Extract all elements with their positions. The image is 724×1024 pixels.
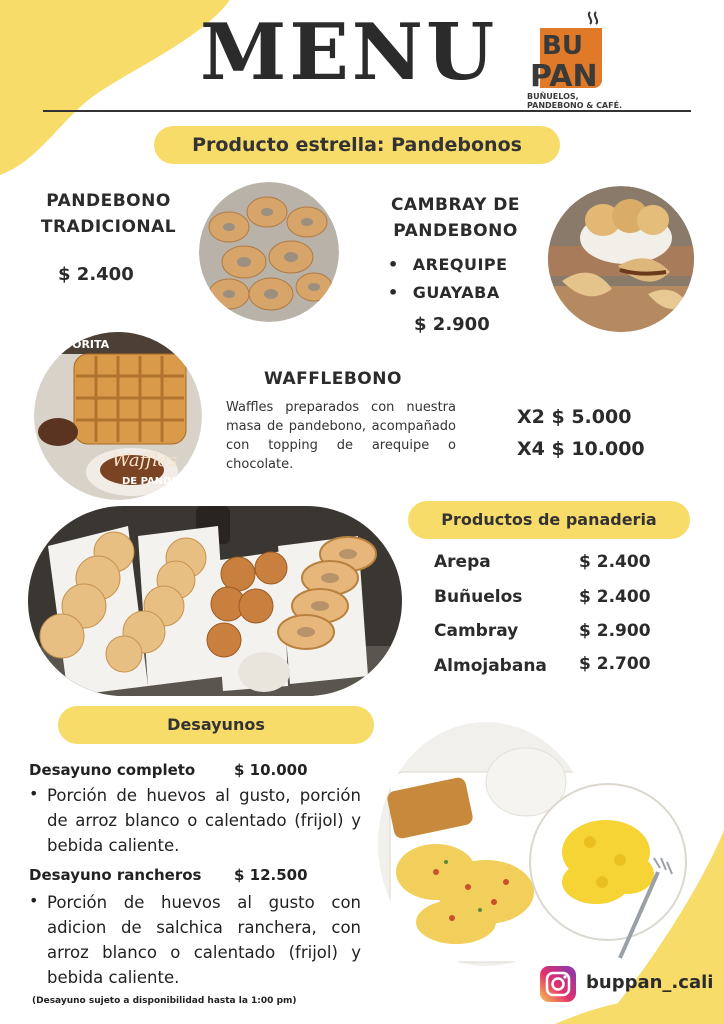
bakery-item-arepa-name: Arepa bbox=[434, 552, 491, 572]
cambray-option-arequipe: • AREQUIPE bbox=[388, 251, 508, 279]
bakery-products-photo bbox=[28, 506, 402, 696]
cambray-options bbox=[388, 251, 508, 307]
cambray-name-line2: PANDEBONO bbox=[393, 221, 518, 241]
wafflebono-price-x2: X2 $ 5.000 bbox=[517, 406, 632, 428]
breakfast-completo-name: Desayuno completo bbox=[29, 761, 196, 779]
breakfast-completo-price: $ 10.000 bbox=[234, 761, 308, 779]
pandebono-name bbox=[36, 188, 181, 240]
wafflebono-photo-text-bottom: DE PANDE bbox=[122, 476, 179, 487]
pandebono-photo bbox=[199, 182, 339, 322]
pandebono-name-line2: TRADICIONAL bbox=[40, 217, 177, 237]
bakery-item-almojabana-price: $ 2.700 bbox=[579, 654, 651, 674]
cambray-photo bbox=[548, 186, 694, 332]
breakfast-rancheros-description: Porción de huevos al gusto con adicion de salchica ranchera, con arroz blanco o calentado (frijol) y bebida caliente. bbox=[47, 893, 361, 987]
breakfast-availability-note: (Desayuno sujeto a disponibilidad hasta la 1:00 pm) bbox=[32, 996, 297, 1006]
bakery-item-cambray-price: $ 2.900 bbox=[579, 621, 651, 641]
breakfast-rancheros-name: Desayuno rancheros bbox=[29, 866, 202, 884]
wafflebono-name: WAFFLEBONO bbox=[264, 369, 402, 389]
cambray-option-guayaba: • GUAYABA bbox=[388, 279, 508, 307]
bakery-item-bunuelos-name: Buñuelos bbox=[434, 587, 523, 607]
instagram-icon[interactable] bbox=[540, 966, 576, 1002]
logo-mark-bottom: PAN bbox=[530, 59, 598, 94]
wafflebono-photo bbox=[34, 332, 202, 500]
breakfast-photo bbox=[376, 722, 690, 972]
cambray-price: $ 2.900 bbox=[414, 314, 490, 335]
breakfast-section-banner: Desayunos bbox=[58, 706, 374, 744]
logo-tagline bbox=[527, 92, 637, 110]
header-divider bbox=[43, 110, 691, 112]
bakery-item-arepa-price: $ 2.400 bbox=[579, 552, 651, 572]
bakery-item-bunuelos-price: $ 2.400 bbox=[579, 587, 651, 607]
breakfast-completo-description: Porción de huevos al gusto, porción de arroz blanco o calentado (frijol) y bebida caliente. bbox=[47, 786, 361, 855]
wafflebono-photo-text-top: AVORITA bbox=[56, 338, 110, 351]
bakery-item-cambray-name: Cambray bbox=[434, 621, 519, 641]
logo-tagline-line2: PANDEBONO & CAFÉ. bbox=[527, 101, 623, 110]
cambray-name bbox=[383, 192, 528, 244]
instagram-handle[interactable]: buppan_.cali bbox=[586, 972, 714, 993]
star-product-banner: Producto estrella: Pandebonos bbox=[154, 126, 560, 164]
breakfast-rancheros-price: $ 12.500 bbox=[234, 866, 308, 884]
bakery-item-almojabana-name: Almojabana bbox=[434, 656, 547, 676]
wafflebono-description: Waffles preparados con nuestra masa de pandebono, acompañado con topping de arequipe o chocolate. bbox=[226, 400, 456, 472]
page-title: MENU bbox=[200, 7, 498, 98]
wafflebono-price-x4: X4 $ 10.000 bbox=[517, 438, 645, 460]
cambray-name-line1: CAMBRAY DE bbox=[390, 195, 521, 215]
pandebono-price: $ 2.400 bbox=[58, 264, 134, 285]
logo-tagline-line1: BUÑUELOS, bbox=[527, 92, 579, 101]
pandebono-name-line1: PANDEBONO bbox=[46, 191, 171, 211]
logo-mark-top: BU bbox=[542, 31, 583, 61]
bakery-section-banner: Productos de panaderia bbox=[408, 501, 690, 539]
wafflebono-photo-text-script: Waffles bbox=[112, 450, 178, 471]
breakfast-completo-bullet: • bbox=[29, 784, 39, 803]
breakfast-rancheros-bullet: • bbox=[29, 891, 39, 910]
